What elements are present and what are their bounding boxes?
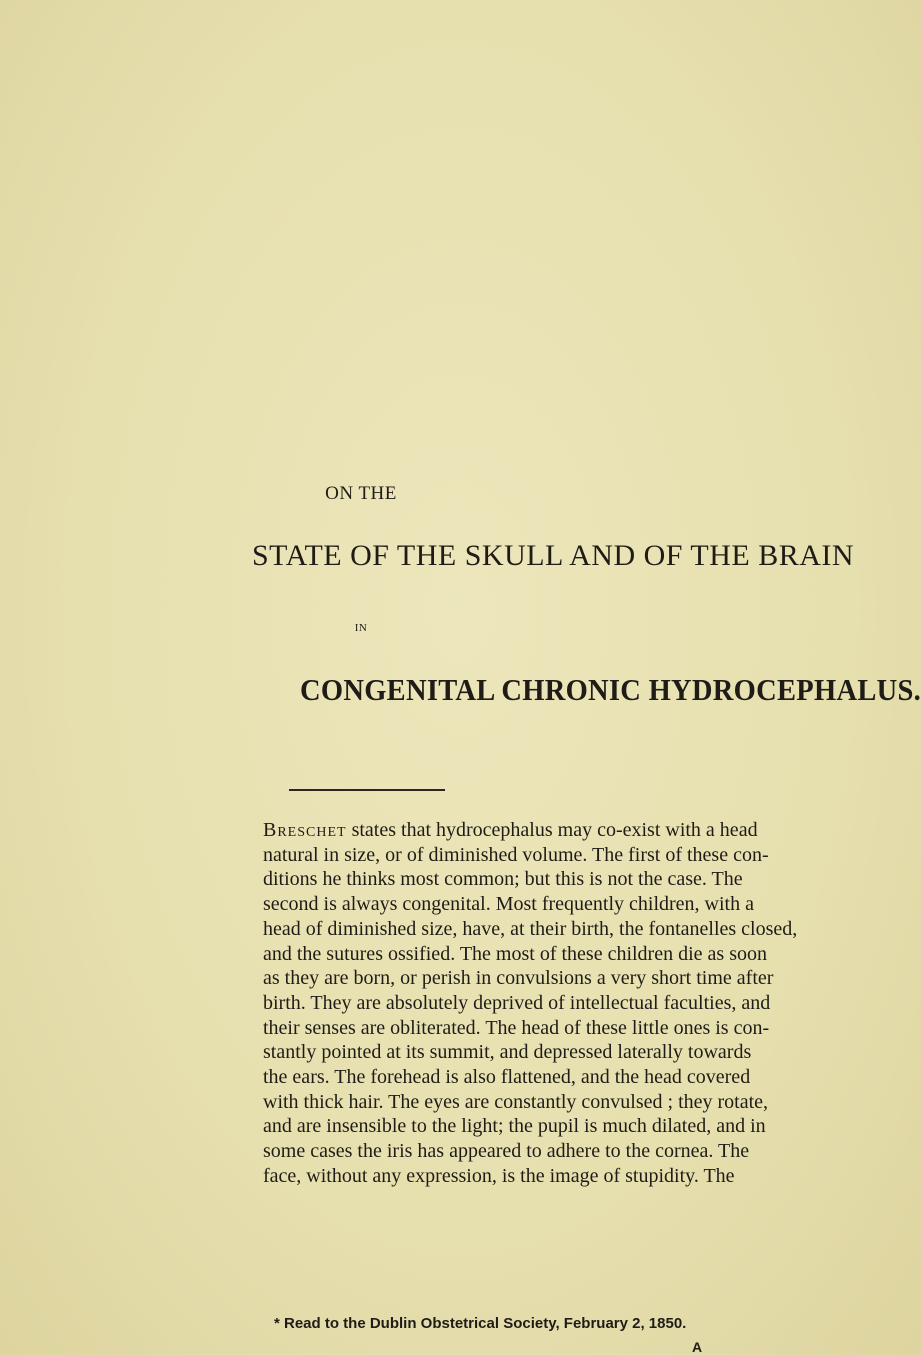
paragraph-line	[263, 818, 758, 843]
paragraph-line-text: states that hydrocephalus may co-exist with a head	[346, 819, 758, 841]
body-paragraph	[263, 818, 798, 1189]
paragraph-line: head of diminished size, have, at their birth, the fontanelles closed,	[263, 917, 798, 940]
paragraph-line: and the sutures ossified. The most of these children die as soon	[263, 942, 767, 965]
page-title: CONGENITAL CHRONIC HYDROCEPHALUS.	[300, 672, 921, 707]
heading-on-the: ON THE	[325, 483, 397, 504]
paragraph-line: the ears. The forehead is also flattened, and the head covered	[263, 1066, 751, 1089]
paragraph-line: second is always congenital. Most frequently children, with a	[263, 893, 754, 916]
paragraph-line: ditions he thinks most common; but this is not the case. The	[263, 868, 743, 891]
author-name: Breschet	[263, 819, 347, 841]
paragraph-line: face, without any expression, is the image of stupidity. The	[263, 1164, 735, 1187]
heading-in: IN	[354, 622, 368, 634]
paragraph-line: as they are born, or perish in convulsions a very short time after	[263, 967, 774, 990]
paragraph-line: with thick hair. The eyes are constantly convulsed ; they rotate,	[263, 1090, 769, 1113]
signature-mark: A	[692, 1339, 703, 1355]
paragraph-line: natural in size, or of diminished volume. The first of these con-	[263, 843, 769, 866]
heading-main: STATE OF THE SKULL AND OF THE BRAIN	[252, 539, 855, 572]
footnote: * Read to the Dublin Obstetrical Society, February 2, 1850.	[274, 1315, 687, 1332]
divider-rule	[289, 789, 445, 791]
paragraph-line: some cases the iris has appeared to adhere to the cornea. The	[263, 1140, 750, 1163]
paragraph-line: birth. They are absolutely deprived of intellectual faculties, and	[263, 991, 771, 1014]
paragraph-line: their senses are obliterated. The head of these little ones is con-	[263, 1016, 770, 1039]
paragraph-line: and are insensible to the light; the pupil is much dilated, and in	[263, 1115, 766, 1138]
paragraph-line: stantly pointed at its summit, and depressed laterally towards	[263, 1041, 752, 1064]
